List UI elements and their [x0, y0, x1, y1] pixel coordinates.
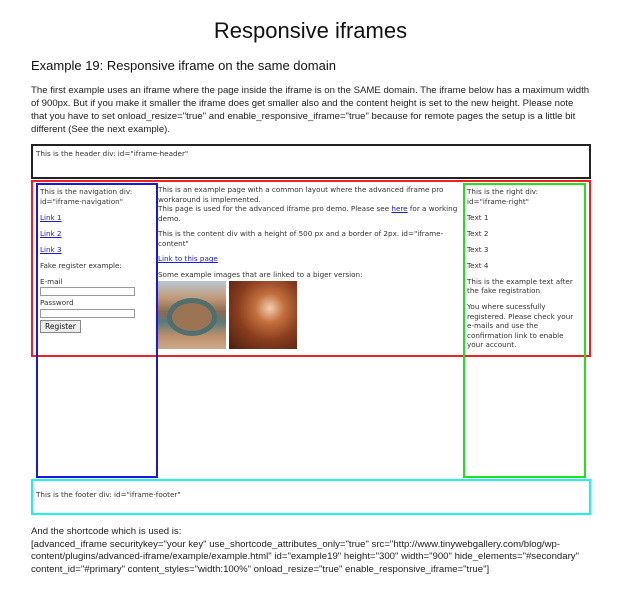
content-text-1: This is an example page with a common layout where the advanced iframe pro workaround is implemented.: [158, 185, 444, 204]
intro-paragraph: The first example uses an iframe where the page inside the iframe is on the SAME domain. The iframe below has a maximum width of 900px. But if you make it smaller the iframe does get smaller also and the content height is set to the new height. Please note that you have to set onload_resize="true" and enable_responsive_iframe="true" because for remote pages the setup is a little bit different (See the next example).: [31, 85, 590, 135]
page-title: Responsive iframes: [213, 18, 408, 43]
email-label: E-mail: [40, 276, 63, 286]
images-label: Some example images that are linked to a biger version:: [158, 269, 363, 279]
content-text-2-post: for a working demo.: [158, 204, 458, 223]
register-title: Fake register example:: [40, 260, 122, 270]
shortcode-text: [advanced_iframe securitykey="your key" use_shortcode_attributes_only="true" src="http://www.tinywebgallery.com/blog/wp-content/plugins/advanced-iframe/example/example.html" id="example19" height="300" width="900" hide_elements="#secondary" content_id="#primary" content_styles="width:100%" onload_resize="true" enable_responsive_iframe="true"]: [31, 538, 579, 576]
horseshoe-bend-image[interactable]: [158, 281, 226, 349]
footer-text: This is the footer div: id="iframe-footer": [36, 490, 181, 499]
nav-link-2[interactable]: Link 2: [40, 228, 62, 238]
password-field[interactable]: [40, 309, 135, 318]
right-after-text: This is the example text after the fake registration: [467, 276, 573, 295]
nav-link-3[interactable]: Link 3: [40, 244, 62, 254]
iframe-right: [463, 183, 586, 478]
link-to-this-page[interactable]: Link to this page: [158, 254, 218, 263]
nav-link-1[interactable]: Link 1: [40, 212, 62, 222]
right-success-text: You where sucessfully registered. Please check your e-mails and use the confirmation link to enable your account.: [467, 302, 574, 349]
here-link[interactable]: here: [391, 204, 408, 213]
register-button[interactable]: Register: [40, 320, 81, 334]
right-text-2: Text 2: [467, 228, 489, 238]
nav-intro: This is the navigation div: id="iframe-navigation": [40, 187, 133, 206]
shortcode-label: And the shortcode which is used is:: [31, 526, 182, 537]
content-text-2-pre: This page is used for the advanced iframe pro demo. Please see: [158, 204, 392, 213]
right-text-3: Text 3: [467, 244, 489, 254]
iframe-footer: [31, 479, 591, 515]
antelope-canyon-image[interactable]: [229, 281, 297, 349]
header-text: This is the header div: id="iframe-header": [36, 149, 189, 158]
right-text-4: Text 4: [467, 260, 489, 270]
iframe-content: [158, 185, 463, 349]
right-text-1: Text 1: [467, 212, 489, 222]
password-label: Password: [40, 298, 74, 307]
email-field[interactable]: [40, 287, 135, 296]
iframe-navigation: [36, 183, 158, 478]
example-heading: Example 19: Responsive iframe on the same domain: [31, 58, 336, 73]
shortcode-section: [31, 526, 611, 577]
content-text-3: This is the content div with a height of 500 px and a border of 2px. id="iframe-content": [158, 229, 444, 248]
iframe-header: [31, 144, 591, 179]
right-intro: This is the right div: id="iframe-right": [467, 187, 539, 206]
